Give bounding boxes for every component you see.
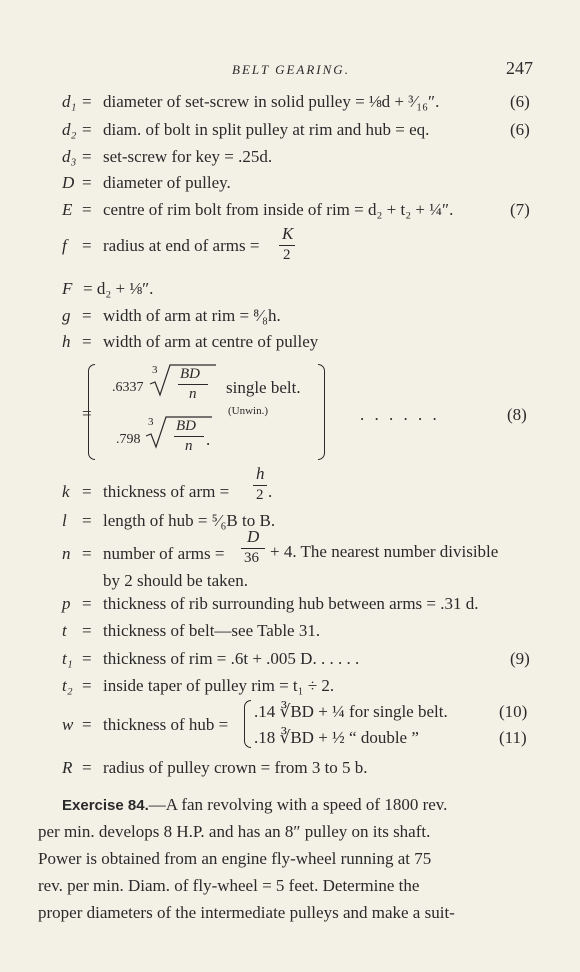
h-line2-coefficient: .798 <box>116 432 141 447</box>
f-fraction-line <box>279 245 295 246</box>
defs-symbol-0: d₁ <box>62 92 77 111</box>
defs-text-0: diameter of set-screw in solid pulley = ⅛d + ³⁄₁₆″. <box>103 92 440 111</box>
h-line2-tail: . <box>206 430 211 449</box>
defs2-text-0: thickness of rib surrounding hub between arms = .31 d. <box>103 594 479 613</box>
defs2-equals-2: = <box>82 649 92 668</box>
R-text: radius of pulley crown = from 3 to 5 b. <box>103 758 368 777</box>
w-line1: .14 ∛BD + ¼ for single belt. <box>254 702 448 721</box>
defs-symbol-4: E <box>62 200 73 219</box>
f-equals: = <box>82 236 92 255</box>
h-line1-root-index: 3 <box>152 364 158 376</box>
n-numerator: D <box>247 527 260 546</box>
n-symbol: n <box>62 544 71 563</box>
h-line1-coefficient: .6337 <box>112 380 144 395</box>
F-symbol: F <box>62 279 73 298</box>
page-number: 247 <box>506 58 533 78</box>
k-equals: = <box>82 482 92 501</box>
defs-text-1: diam. of bolt in split pulley at rim and hub = eq. <box>103 120 430 139</box>
h-line1-numerator: BD <box>180 366 200 382</box>
defs2-symbol-1: t <box>62 621 67 640</box>
f-numerator: K <box>282 224 294 243</box>
w-symbol: w <box>62 715 74 734</box>
defs-symbol-1: d₂ <box>62 120 77 139</box>
l-symbol: l <box>62 511 67 530</box>
equation-number-8: (8) <box>507 405 527 424</box>
defs-symbol-3: D <box>62 173 75 192</box>
h-line2-root-index: 3 <box>148 416 154 428</box>
w-equals: = <box>82 715 92 734</box>
defs2-text-3: inside taper of pulley rim = t₁ ÷ 2. <box>103 676 335 695</box>
defs2-equals-0: = <box>82 594 92 613</box>
equation-number-11: (11) <box>499 728 527 747</box>
k-text: thickness of arm = <box>103 482 230 501</box>
h-line1-denominator: n <box>189 386 197 402</box>
F-text: = d₂ + ⅛″. <box>83 279 154 298</box>
k-fraction-line <box>253 485 267 486</box>
defs2-symbol-0: p <box>62 594 71 613</box>
h-line2-fraction-line <box>174 436 204 437</box>
k-symbol: k <box>62 482 70 501</box>
h-line1-fraction-line <box>178 384 208 385</box>
h-line1-tail: single belt. <box>226 378 301 397</box>
defs-text-3: diameter of pulley. <box>103 173 231 192</box>
n-text: number of arms = <box>103 544 225 563</box>
exercise-line-1: —A fan revolving with a speed of 1800 rev. <box>148 795 448 814</box>
right-brace <box>318 364 325 460</box>
running-header: BELT GEARING. <box>232 62 350 77</box>
defs2-symbol-2: t₁ <box>62 649 73 668</box>
exercise-label: Exercise 84. <box>62 797 149 814</box>
k-denominator: 2 <box>256 487 264 503</box>
defs-equals-3: = <box>82 173 92 192</box>
n-equals: = <box>82 544 92 563</box>
g-equals: = <box>82 306 92 325</box>
defs-equals-0: = <box>82 92 92 111</box>
defs-equation-number-0: (6) <box>510 92 530 111</box>
h-symbol: h <box>62 332 71 351</box>
defs-equals-4: = <box>82 200 92 219</box>
f-text: radius at end of arms = <box>103 236 260 255</box>
k-tail: . <box>268 482 273 501</box>
k-numerator: h <box>256 464 265 483</box>
exercise-line-2: per min. develops 8 H.P. and has an 8″ pulley on its shaft. <box>38 822 431 841</box>
h-line2-denominator: n <box>185 438 193 454</box>
equation-number-10: (10) <box>499 702 528 721</box>
defs-equation-number-4: (7) <box>510 200 530 219</box>
h-equals: = <box>82 332 92 351</box>
h-formula-attribution: (Unwin.) <box>228 405 269 417</box>
R-symbol: R <box>62 758 73 777</box>
f-denominator: 2 <box>283 247 291 263</box>
n-continuation: by 2 should be taken. <box>103 571 248 590</box>
defs-equation-number-1: (6) <box>510 120 530 139</box>
defs2-text-2: thickness of rim = .6t + .005 D. . . . . . <box>103 649 360 668</box>
exercise-first-line <box>62 795 447 815</box>
g-symbol: g <box>62 306 71 325</box>
n-tail: + 4. The nearest number divisible <box>270 542 499 561</box>
defs2-equals-1: = <box>82 621 92 640</box>
defs-equals-1: = <box>82 120 92 139</box>
defs-text-2: set-screw for key = .25d. <box>103 147 273 166</box>
defs2-text-1: thickness of belt—see Table 31. <box>103 621 321 640</box>
defs-text-4: centre of rim bolt from inside of rim = d₂ + t₂ + ¼″. <box>103 200 454 219</box>
f-symbol: f <box>62 236 67 255</box>
left-brace <box>88 364 95 460</box>
g-text: width of arm at rim = ⁸⁄₈h. <box>103 306 281 325</box>
h-formula-leader-dots: . . . . . . <box>360 405 440 424</box>
exercise-line-5: proper diameters of the intermediate pulleys and make a suit- <box>38 903 455 922</box>
n-fraction-line <box>241 548 265 549</box>
w-text: thickness of hub = <box>103 715 229 734</box>
defs2-equation-number-2: (9) <box>510 649 530 668</box>
n-denominator: 36 <box>244 550 259 566</box>
w-line2: .18 ∛BD + ½ “ double ” <box>254 728 419 747</box>
defs-symbol-2: d₃ <box>62 147 77 166</box>
h-formula-equals: = <box>82 404 92 423</box>
R-equals: = <box>82 758 92 777</box>
h-text: width of arm at centre of pulley <box>103 332 319 351</box>
l-equals: = <box>82 511 92 530</box>
h-line2-numerator: BD <box>176 418 196 434</box>
exercise-line-4: rev. per min. Diam. of fly-wheel = 5 feet. Determine the <box>38 876 420 895</box>
defs2-equals-3: = <box>82 676 92 695</box>
l-text: length of hub = ⁵⁄₆B to B. <box>103 511 276 530</box>
exercise-line-3: Power is obtained from an engine fly-wheel running at 75 <box>38 849 432 868</box>
defs2-symbol-3: t₂ <box>62 676 73 695</box>
w-brace <box>244 700 251 748</box>
defs-equals-2: = <box>82 147 92 166</box>
